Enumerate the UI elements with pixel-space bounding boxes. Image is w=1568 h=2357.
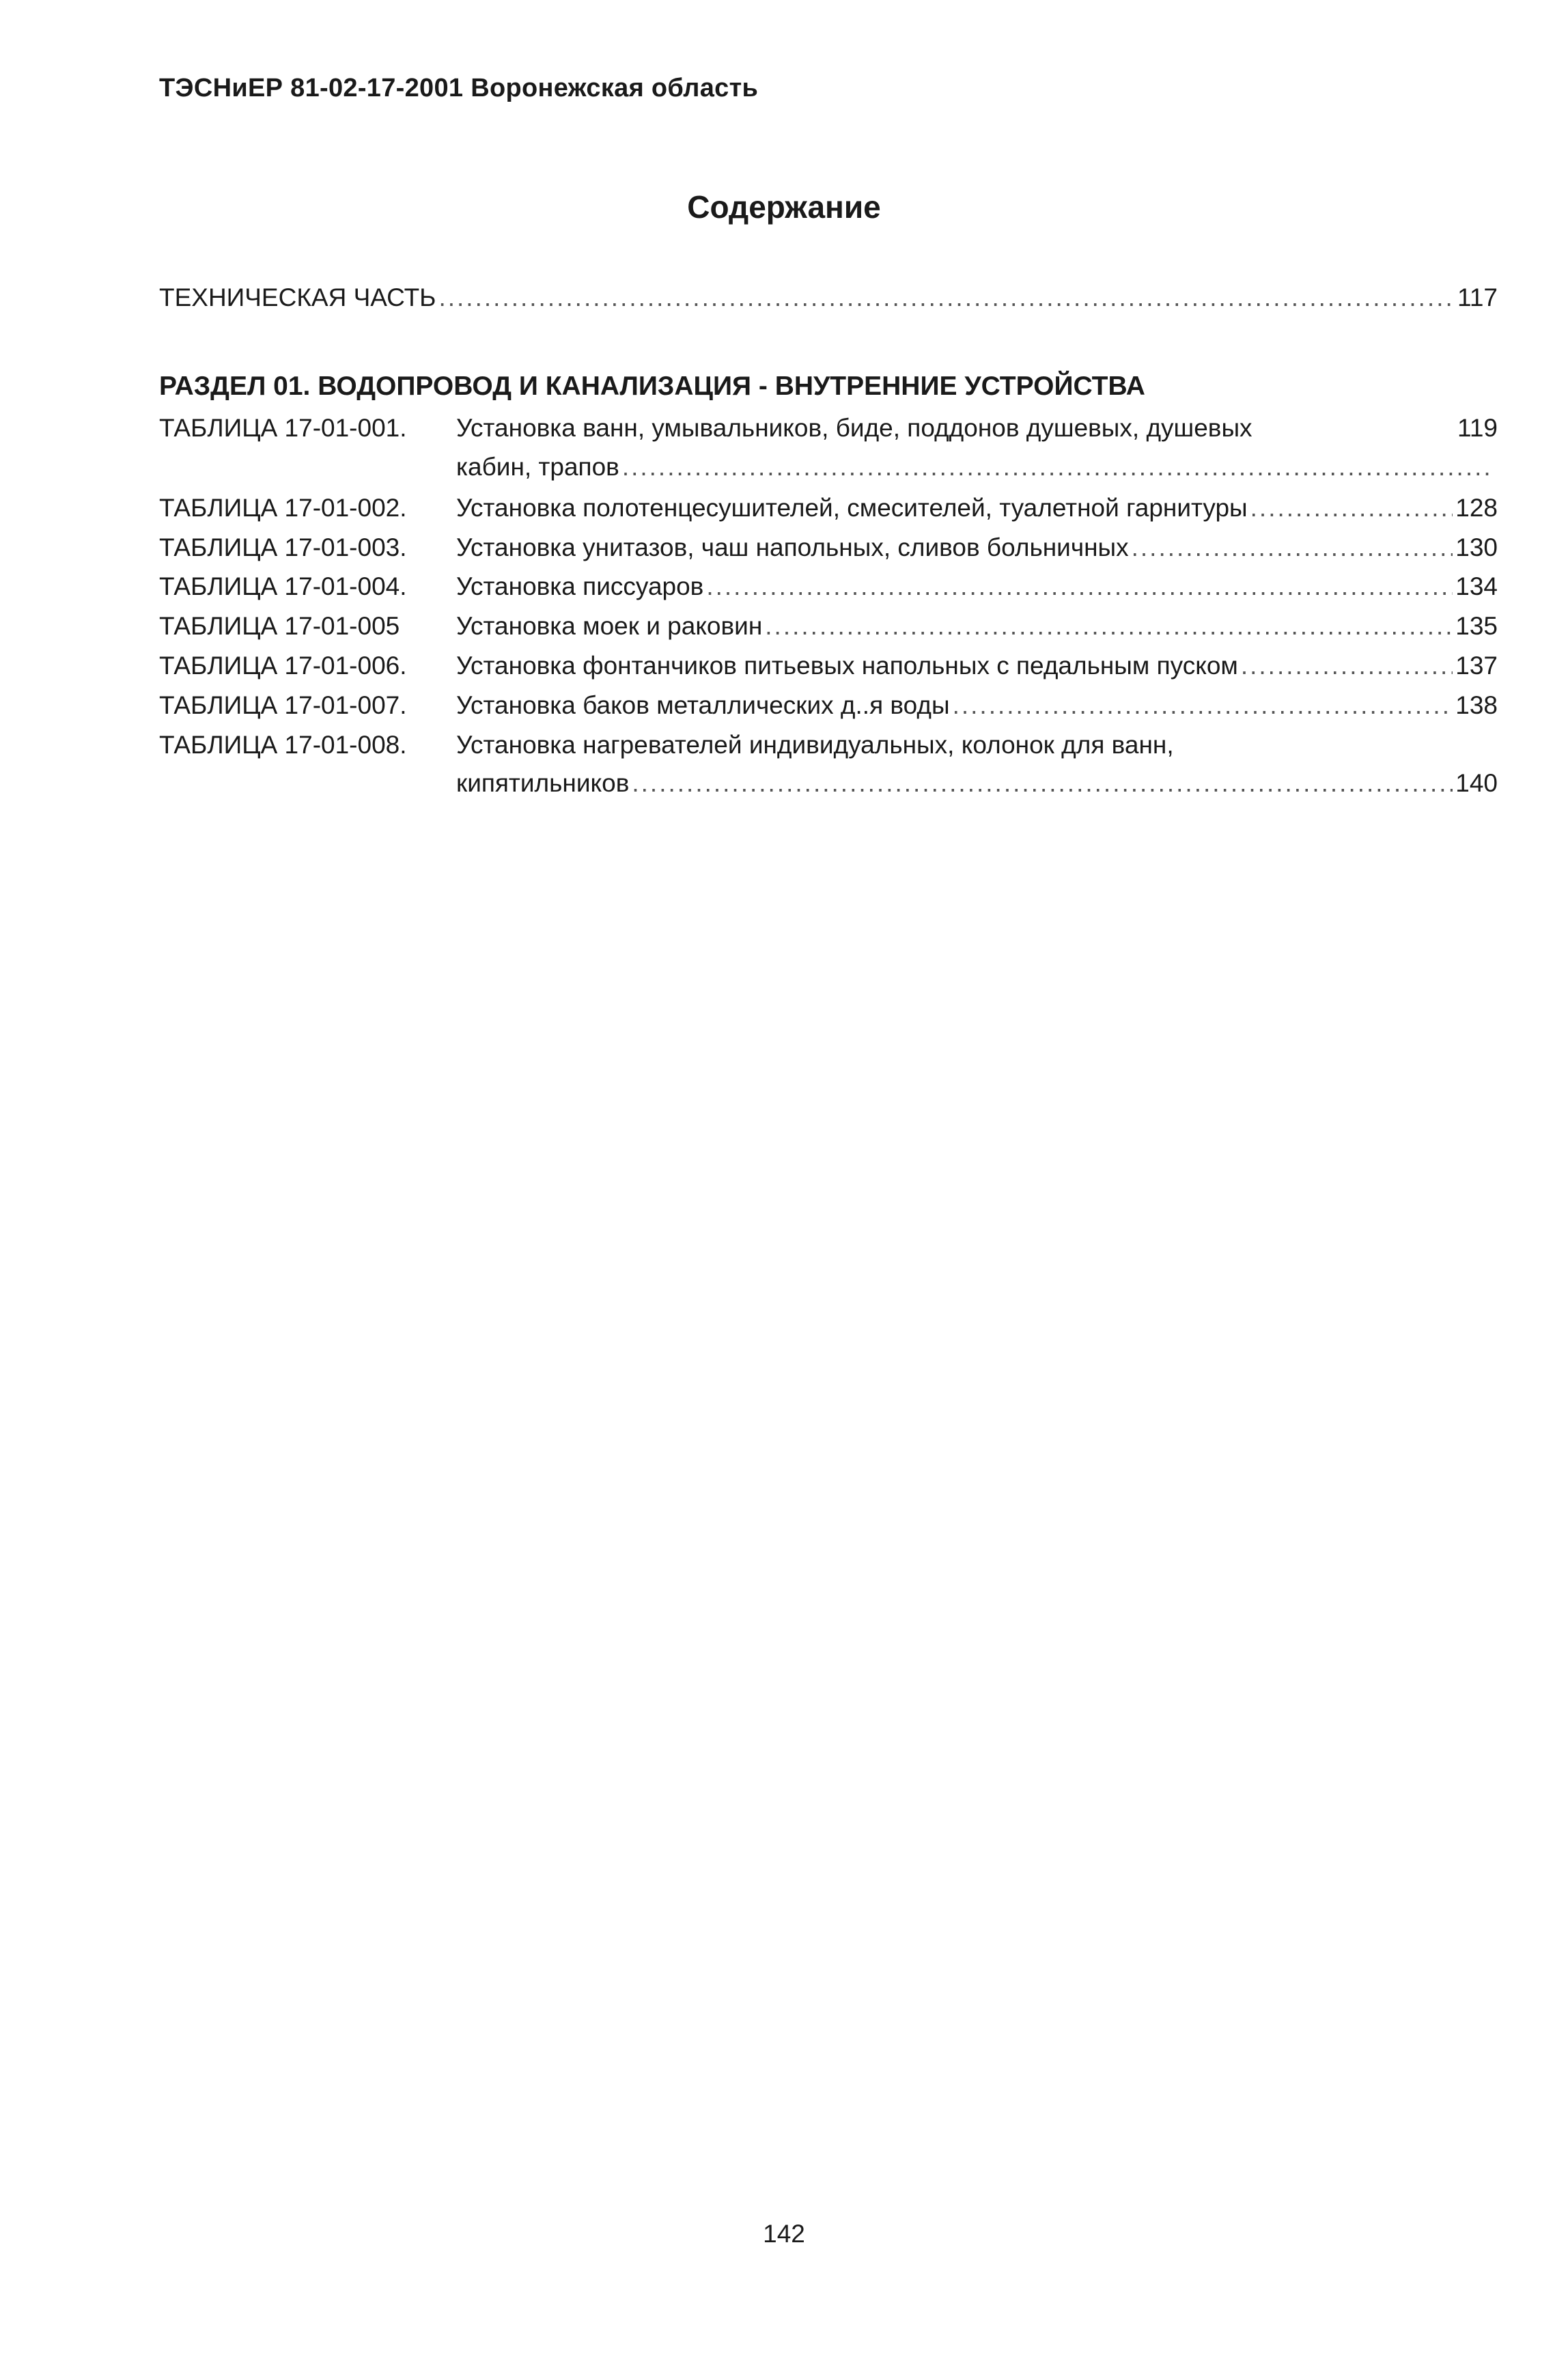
toc-title: Содержание: [687, 189, 881, 225]
toc-entry-label: ТАБЛИЦА 17-01-003.: [159, 533, 407, 561]
toc-entry-text: кабин, трапов: [456, 453, 619, 481]
toc-entry-text: Установка полотенцесушителей, смесителей, туалетной гарнитуры: [456, 494, 1248, 522]
dot-leader: [1250, 493, 1453, 523]
dot-leader: [1241, 651, 1453, 681]
page-number: 142: [763, 2220, 805, 2248]
toc-entry-text[interactable]: Установка ванн, умывальников, биде, поддонов душевых, душевых: [456, 414, 1252, 442]
toc-page-number: 130: [1455, 533, 1498, 561]
toc-technical-part[interactable]: [159, 283, 1498, 313]
dot-leader: [1132, 533, 1453, 563]
toc-entry-text: Установка унитазов, чаш напольных, сливов больничных: [456, 533, 1129, 561]
toc-entry[interactable]: [456, 493, 1498, 523]
toc-page-number: 138: [1455, 691, 1498, 719]
toc-page-number: 135: [1455, 612, 1498, 640]
toc-entry-continuation[interactable]: [456, 768, 1498, 798]
toc-entry[interactable]: [456, 691, 1498, 721]
toc-entry-label: ТАБЛИЦА 17-01-001.: [159, 414, 407, 442]
toc-entry-continuation[interactable]: [456, 452, 1498, 482]
toc-page-number: 137: [1455, 652, 1498, 680]
toc-entry-label: ТАБЛИЦА 17-01-002.: [159, 494, 407, 522]
toc-entry-text: Установка баков металлических д..я воды: [456, 691, 950, 719]
dot-leader: [622, 452, 1495, 482]
toc-entry-label: ТАБЛИЦА 17-01-008.: [159, 731, 407, 759]
toc-entry[interactable]: [456, 533, 1498, 563]
section-heading: РАЗДЕЛ 01. ВОДОПРОВОД И КАНАЛИЗАЦИЯ - ВНУТРЕННИЕ УСТРОЙСТВА: [159, 372, 1145, 401]
toc-entry-label: ТАБЛИЦА 17-01-004.: [159, 572, 407, 600]
toc-page-number: 119: [1457, 414, 1498, 442]
toc-page-number: 128: [1455, 494, 1498, 522]
toc-entry[interactable]: [456, 651, 1498, 681]
document-header: ТЭСНиЕР 81-02-17-2001 Воронежская область: [159, 74, 759, 102]
toc-entry-text: Установка моек и раковин: [456, 612, 763, 640]
dot-leader: [632, 768, 1453, 798]
toc-entry[interactable]: [456, 572, 1498, 602]
toc-page-number: 134: [1455, 572, 1498, 600]
toc-entry-label: ТАБЛИЦА 17-01-006.: [159, 652, 407, 680]
toc-entry-text[interactable]: Установка нагревателей индивидуальных, колонок для ванн,: [456, 731, 1174, 759]
toc-page-number: 140: [1455, 769, 1498, 797]
dot-leader: [438, 283, 1455, 313]
toc-entry-text: Установка писсуаров: [456, 572, 704, 600]
toc-page-number: 117: [1457, 283, 1498, 311]
toc-entry[interactable]: [456, 611, 1498, 641]
toc-technical-part-text: ТЕХНИЧЕСКАЯ ЧАСТЬ: [159, 283, 436, 311]
toc-entry-text: Установка фонтанчиков питьевых напольных с педальным пуском: [456, 652, 1238, 680]
toc-entry-label: ТАБЛИЦА 17-01-005: [159, 612, 400, 640]
toc-entry-text: кипятильников: [456, 769, 630, 797]
toc-entry-label: ТАБЛИЦА 17-01-007.: [159, 691, 407, 719]
dot-leader: [953, 691, 1453, 721]
dot-leader: [706, 572, 1453, 602]
dot-leader: [765, 611, 1453, 641]
